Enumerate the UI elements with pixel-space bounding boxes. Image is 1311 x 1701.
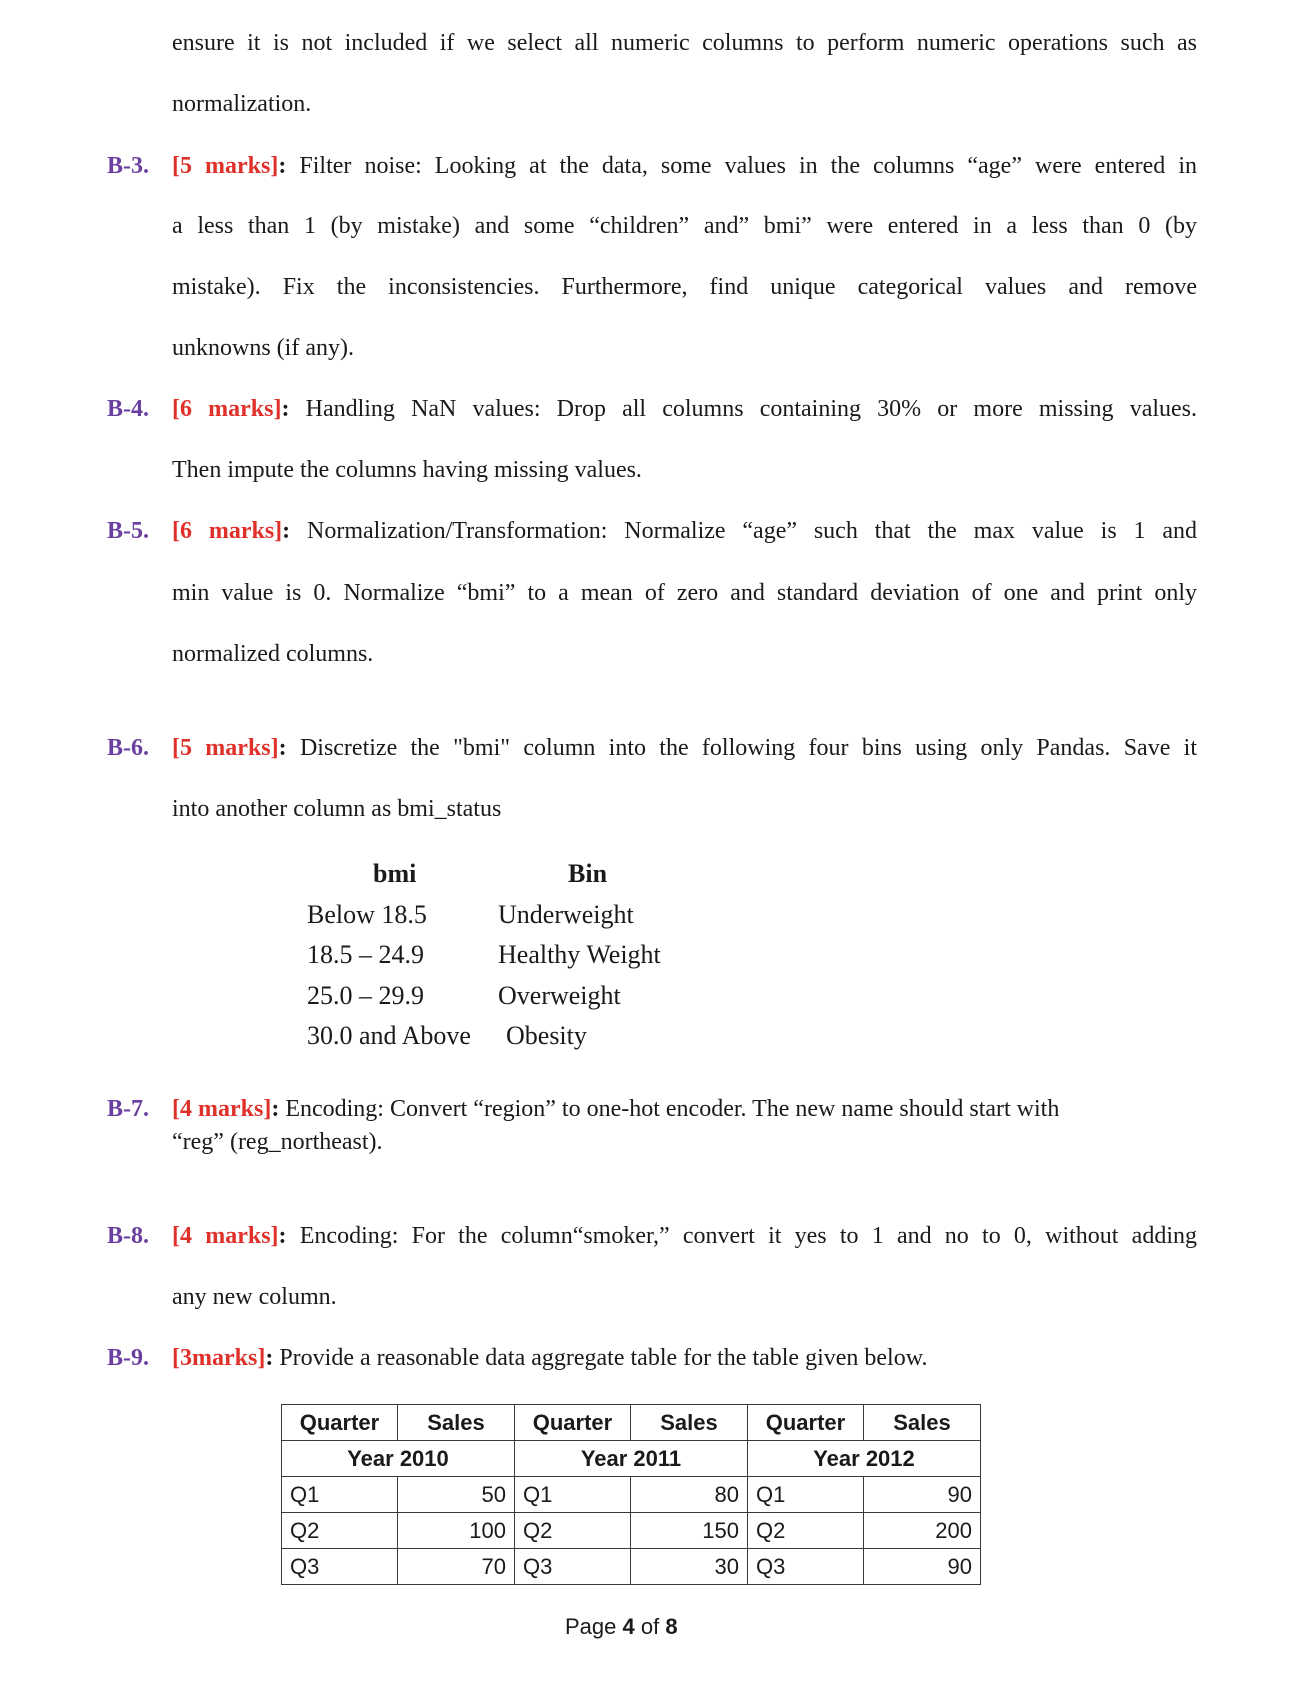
bmi-header: bmi bbox=[373, 859, 417, 888]
marks-label: [6 marks] bbox=[172, 396, 282, 422]
marks-label: [6 marks] bbox=[172, 518, 283, 544]
sales-cell: 100 bbox=[398, 1513, 515, 1549]
quarter-cell: Q1 bbox=[515, 1477, 631, 1513]
page-label: Page bbox=[565, 1614, 617, 1639]
bmi-range-cell: 18.5 – 24.9 bbox=[307, 940, 424, 969]
question-line: [4 marks]: Encoding: For the column“smoker,” convert it yes to 1 and no to 0, without adding bbox=[172, 1223, 1197, 1249]
table-row bbox=[282, 1549, 981, 1585]
sales-cell: 80 bbox=[631, 1477, 748, 1513]
marks-label: [5 marks] bbox=[172, 153, 279, 179]
column-header: Quarter bbox=[282, 1405, 398, 1441]
question-number: B-3. bbox=[107, 153, 149, 179]
bin-cell: Overweight bbox=[498, 981, 621, 1010]
quarter-cell: Q2 bbox=[282, 1513, 398, 1549]
sales-cell: 90 bbox=[864, 1477, 981, 1513]
bmi-range-cell: Below 18.5 bbox=[307, 900, 427, 929]
table-header-row bbox=[282, 1405, 981, 1441]
intro-line-1: ensure it is not included if we select all numeric columns to perform numeric operations such as bbox=[172, 30, 1197, 56]
column-header: Quarter bbox=[748, 1405, 864, 1441]
question-number: B-6. bbox=[107, 735, 149, 761]
sales-cell: 30 bbox=[631, 1549, 748, 1585]
column-header: Sales bbox=[864, 1405, 981, 1441]
bin-cell: Underweight bbox=[498, 900, 634, 929]
page-total: 8 bbox=[665, 1614, 678, 1639]
question-line: mistake). Fix the inconsistencies. Furthermore, find unique categorical values and remove bbox=[172, 274, 1197, 300]
quarter-cell: Q3 bbox=[515, 1549, 631, 1585]
question-line: Then impute the columns having missing values. bbox=[172, 457, 642, 483]
sales-cell: 200 bbox=[864, 1513, 981, 1549]
question-line: normalized columns. bbox=[172, 641, 374, 667]
table-year-row bbox=[282, 1441, 981, 1477]
quarter-cell: Q1 bbox=[282, 1477, 398, 1513]
column-header: Sales bbox=[631, 1405, 748, 1441]
column-header: Quarter bbox=[515, 1405, 631, 1441]
bin-cell: Obesity bbox=[506, 1021, 587, 1050]
sales-cell: 70 bbox=[398, 1549, 515, 1585]
year-header: Year 2010 bbox=[282, 1441, 515, 1477]
question-line: [6 marks]: Handling NaN values: Drop all columns containing 30% or more missing values. bbox=[172, 396, 1198, 422]
question-number: B-7. bbox=[107, 1096, 149, 1122]
question-line: “reg” (reg_northeast). bbox=[172, 1129, 383, 1155]
page-footer bbox=[565, 1614, 678, 1640]
quarter-cell: Q2 bbox=[748, 1513, 864, 1549]
year-header: Year 2012 bbox=[748, 1441, 981, 1477]
question-line: [5 marks]: Discretize the "bmi" column into the following four bins using only Pandas. Save it bbox=[172, 735, 1197, 761]
question-line: [4 marks]: Encoding: Convert “region” to one-hot encoder. The new name should start with bbox=[172, 1096, 1060, 1122]
marks-label: [3marks] bbox=[172, 1345, 266, 1371]
question-line: a less than 1 (by mistake) and some “children” and” bmi” were entered in a less than 0 (by bbox=[172, 213, 1197, 239]
bmi-range-cell: 25.0 – 29.9 bbox=[307, 981, 424, 1010]
question-line: [6 marks]: Normalization/Transformation: Normalize “age” such that the max value is 1 and bbox=[172, 518, 1197, 544]
question-number: B-4. bbox=[107, 396, 149, 422]
page-number: 4 bbox=[622, 1614, 635, 1639]
quarter-cell: Q1 bbox=[748, 1477, 864, 1513]
question-number: B-5. bbox=[107, 518, 149, 544]
bmi-range-cell: 30.0 and Above bbox=[307, 1021, 471, 1050]
sales-cell: 150 bbox=[631, 1513, 748, 1549]
column-header: Sales bbox=[398, 1405, 515, 1441]
year-header: Year 2011 bbox=[515, 1441, 748, 1477]
of-label: of bbox=[640, 1614, 660, 1639]
quarter-cell: Q3 bbox=[748, 1549, 864, 1585]
table-row bbox=[282, 1513, 981, 1549]
marks-label: [5 marks] bbox=[172, 735, 279, 761]
table-row bbox=[282, 1477, 981, 1513]
question-number: B-9. bbox=[107, 1345, 149, 1371]
question-line: [3marks]: Provide a reasonable data aggregate table for the table given below. bbox=[172, 1345, 928, 1371]
quarter-cell: Q3 bbox=[282, 1549, 398, 1585]
question-line: unknowns (if any). bbox=[172, 335, 354, 361]
bin-cell: Healthy Weight bbox=[498, 940, 661, 969]
question-line: [5 marks]: Filter noise: Looking at the data, some values in the columns “age” were entered in bbox=[172, 153, 1198, 179]
sales-cell: 50 bbox=[398, 1477, 515, 1513]
question-line: any new column. bbox=[172, 1284, 337, 1310]
intro-line-2: normalization. bbox=[172, 91, 312, 117]
question-number: B-8. bbox=[107, 1223, 149, 1249]
question-line: into another column as bmi_status bbox=[172, 796, 502, 822]
bin-header: Bin bbox=[568, 859, 608, 888]
sales-table bbox=[281, 1404, 981, 1585]
sales-cell: 90 bbox=[864, 1549, 981, 1585]
marks-label: [4 marks] bbox=[172, 1223, 279, 1249]
marks-label: [4 marks] bbox=[172, 1096, 272, 1122]
question-line: min value is 0. Normalize “bmi” to a mean of zero and standard deviation of one and print only bbox=[172, 580, 1197, 606]
quarter-cell: Q2 bbox=[515, 1513, 631, 1549]
